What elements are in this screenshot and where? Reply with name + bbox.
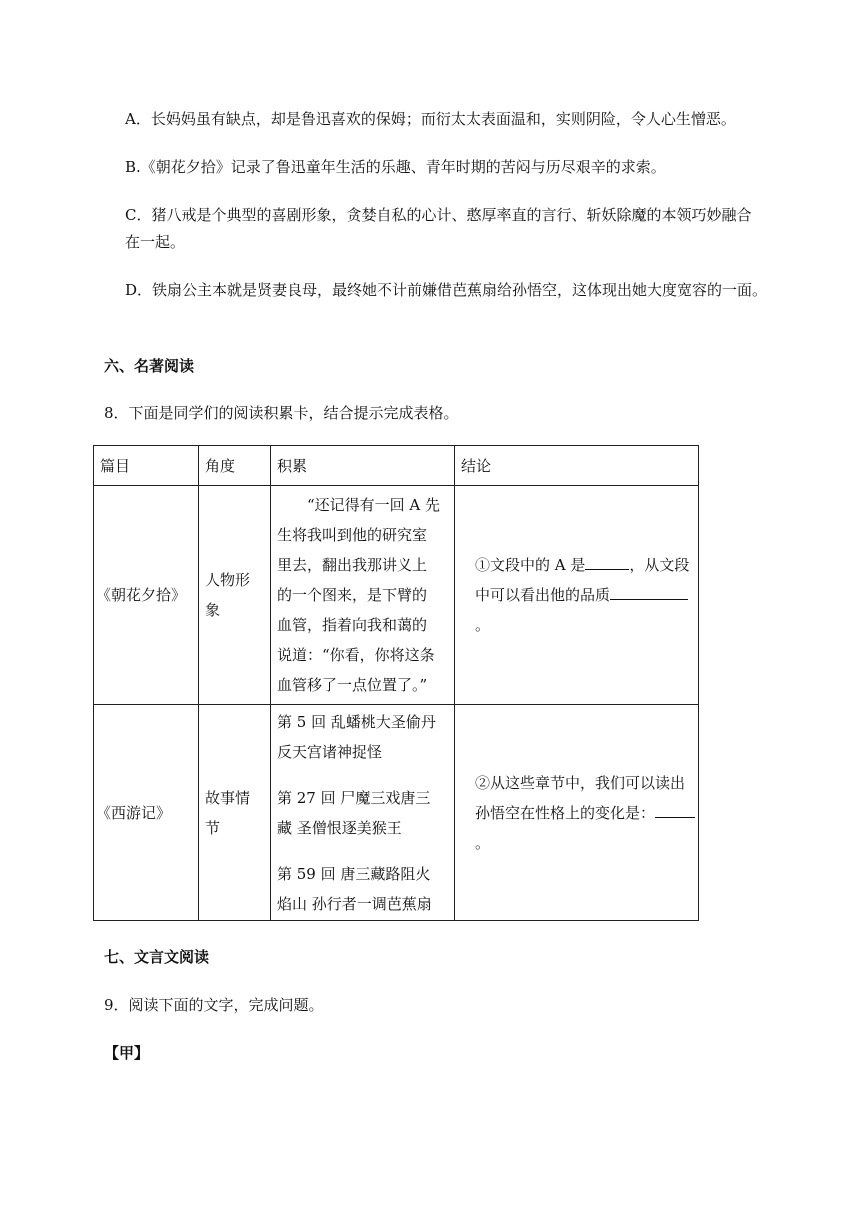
row1-conclusion-line1	[475, 550, 692, 580]
row2-title: 《西游记》	[94, 705, 199, 921]
row1-angle	[199, 486, 271, 705]
row2-conclusion-text2: 孙悟空在性格上的变化是：	[475, 803, 656, 822]
row1-accum-line: 生将我叫到他的研究室	[277, 526, 428, 544]
answer-blank[interactable]	[610, 585, 688, 600]
chapter-line: 反天宫诸神捉怪	[277, 742, 383, 761]
row1-accum-line: 里去，翻出我那讲义上	[277, 556, 428, 574]
question-9: 9．阅读下面的文字，完成问题。	[104, 996, 324, 1014]
option-b: B.《朝花夕拾》记录了鲁迅童年生活的乐趣、青年时期的苦闷与历尽艰辛的求索。	[125, 158, 666, 176]
row2-chapters	[271, 705, 455, 921]
reading-card-table	[93, 445, 699, 921]
row1-accum-line: 说道：“你看，你将这条	[277, 646, 435, 664]
header-conclusion: 结论	[455, 446, 699, 486]
header-accumulation: 积累	[271, 446, 455, 486]
row2-angle	[199, 705, 271, 921]
table-row	[94, 705, 699, 921]
section-7-heading: 七、文言文阅读	[104, 948, 210, 966]
row1-conclusion-end: 。	[475, 616, 491, 634]
row1-accum-line: “还记得有一回 A 先	[307, 496, 441, 514]
row1-angle-line2: 象	[205, 601, 221, 619]
chapter-line: 第 5 回 乱蟠桃大圣偷丹	[277, 712, 436, 731]
row1-conclusion-text2: ，从文段	[629, 556, 690, 574]
row2-angle-line1: 故事情	[205, 788, 251, 807]
section-6-heading: 六、名著阅读	[104, 357, 195, 375]
row1-conclusion-text1: ①文段中的 A 是	[475, 556, 586, 574]
chapter-line: 第 59 回 唐三藏路阻火	[277, 864, 431, 883]
option-d: D．铁扇公主本就是贤妻良母，最终她不计前嫌借芭蕉扇给孙悟空，这体现出她大度宽容的一面。	[125, 281, 768, 299]
row1-accumulation	[271, 486, 455, 705]
question-8: 8．下面是同学们的阅读积累卡，结合提示完成表格。	[104, 404, 459, 422]
passage-label-jia: 【甲】	[104, 1044, 150, 1062]
answer-blank[interactable]	[585, 555, 629, 570]
answer-blank[interactable]	[655, 803, 695, 818]
table-header-row	[94, 446, 699, 486]
row1-accum-line: 的一个图来，是下臂的	[277, 586, 428, 604]
row2-angle-line2: 节	[205, 818, 221, 837]
row1-angle-line1: 人物形	[205, 571, 251, 589]
row1-conclusion-line2	[475, 580, 692, 610]
row1-title: 《朝花夕拾》	[94, 486, 199, 705]
row1-accum-line: 血管移了一点位置了。”	[277, 676, 428, 694]
option-c: C．猪八戒是个典型的喜剧形象，贪婪自私的心计、憨厚率直的言行、斩妖除魔的本领巧妙融合	[125, 206, 752, 224]
table-row	[94, 486, 699, 705]
option-a: A．长妈妈虽有缺点，却是鲁迅喜欢的保姆；而衍太太表面温和，实则阴险，令人心生憎恶。	[125, 110, 736, 128]
row1-conclusion	[455, 486, 699, 705]
row2-conclusion-line1: ②从这些章节中，我们可以读出	[475, 773, 686, 792]
row2-conclusion-end: 。	[475, 833, 491, 852]
row1-conclusion-text3: 中可以看出他的品质	[475, 586, 611, 604]
row2-conclusion	[455, 705, 699, 921]
row1-accum-line: 血管，指着向我和蔼的	[277, 616, 428, 634]
row2-conclusion-line2	[475, 798, 692, 828]
header-angle: 角度	[199, 446, 271, 486]
option-c-continued: 在一起。	[125, 233, 186, 251]
chapter-line: 藏 圣僧恨逐美猴王	[277, 818, 402, 837]
header-title: 篇目	[94, 446, 199, 486]
chapter-line: 焰山 孙行者一调芭蕉扇	[277, 894, 432, 913]
chapter-line: 第 27 回 尸魔三戏唐三	[277, 788, 431, 807]
